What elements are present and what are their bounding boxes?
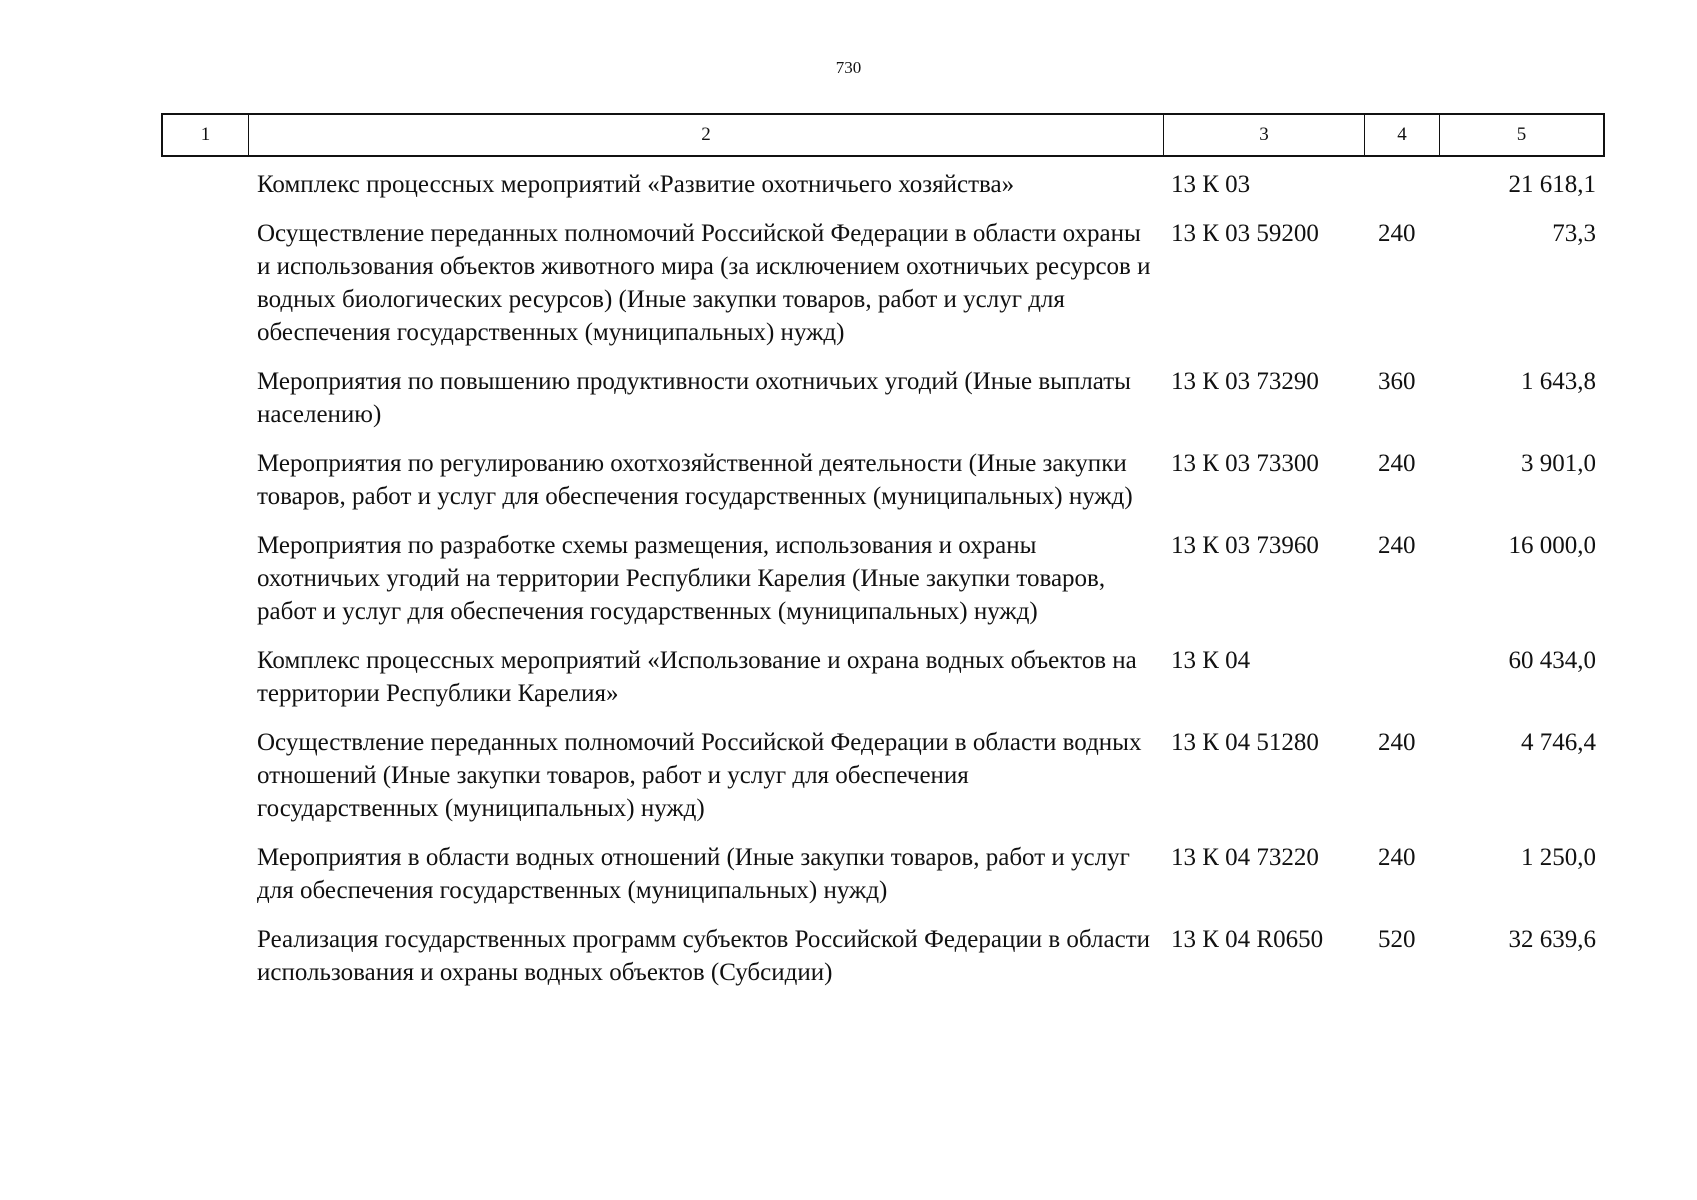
row-amount: 3 901,0 [1521, 450, 1596, 477]
row-code: 13 К 04 51280 [1171, 729, 1319, 756]
row-amount: 16 000,0 [1508, 532, 1596, 559]
row-name: Мероприятия в области водных отношений (Иные закупки товаров, работ и услуг для обеспечения государственных (муниципальных) нужд) [257, 844, 1130, 904]
row-type: 240 [1378, 844, 1416, 871]
table-header [161, 113, 1605, 157]
row-code: 13 К 03 [1171, 171, 1251, 198]
row-amount: 1 643,8 [1521, 368, 1596, 395]
row-name: Мероприятия по регулированию охотхозяйственной деятельности (Иные закупки товаров, работ и услуг для обеспечения государственных (муниципальных) нужд) [257, 450, 1133, 510]
header-col-3: 3 [1164, 115, 1365, 155]
row-name: Комплекс процессных мероприятий «Развитие охотничьего хозяйства» [257, 171, 1015, 198]
row-name: Мероприятия по разработке схемы размещения, использования и охраны охотничьих угодий на территории Республики Карелия (Иные закупки товаров, работ и услуг для обеспечения государственных (муниципальных) нужд) [257, 532, 1106, 625]
row-amount: 21 618,1 [1508, 171, 1596, 198]
page-number: 730 [835, 58, 862, 77]
row-code: 13 К 03 73290 [1171, 368, 1319, 395]
header-col-2: 2 [249, 115, 1164, 155]
table-row [161, 447, 1605, 513]
row-code: 13 К 04 73220 [1171, 844, 1319, 871]
row-code: 13 К 04 R0650 [1171, 926, 1324, 953]
row-code: 13 К 03 73300 [1171, 450, 1319, 477]
header-col-4: 4 [1365, 115, 1440, 155]
row-type: 240 [1378, 729, 1416, 756]
header-col-5: 5 [1516, 124, 1527, 145]
table-body [161, 168, 1605, 1005]
row-amount: 60 434,0 [1508, 647, 1596, 674]
row-amount: 1 250,0 [1521, 844, 1596, 871]
row-type: 240 [1378, 532, 1416, 559]
row-name: Осуществление переданных полномочий Российской Федерации в области охраны и использования объектов животного мира (за исключением охотничьих ресурсов и водных биологических ресурсов) (Иные закупки товаров, работ и услуг для обеспечения государственных (муниципальных) нужд) [257, 220, 1151, 346]
row-type: 240 [1378, 450, 1416, 477]
row-type: 520 [1378, 926, 1416, 953]
row-name: Мероприятия по повышению продуктивности охотничьих угодий (Иные выплаты населению) [257, 368, 1131, 428]
row-amount: 32 639,6 [1508, 926, 1596, 953]
table-row [161, 841, 1605, 907]
row-code: 13 К 03 73960 [1171, 532, 1319, 559]
row-name: Комплекс процессных мероприятий «Использование и охрана водных объектов на территории Республики Карелия» [257, 647, 1137, 707]
row-type: 240 [1378, 220, 1416, 247]
table-row [161, 217, 1605, 349]
table-row [161, 365, 1605, 431]
row-name: Осуществление переданных полномочий Российской Федерации в области водных отношений (Иные закупки товаров, работ и услуг для обеспечения государственных (муниципальных) нужд) [257, 729, 1142, 822]
row-amount: 73,3 [1552, 220, 1596, 247]
row-code: 13 К 04 [1171, 647, 1251, 674]
table-row [161, 168, 1605, 201]
row-name: Реализация государственных программ субъектов Российской Федерации в области использования и охраны водных объектов (Субсидии) [257, 926, 1151, 986]
row-type: 360 [1378, 368, 1416, 395]
row-amount: 4 746,4 [1521, 729, 1596, 756]
table-row [161, 529, 1605, 628]
table-row [161, 923, 1605, 989]
table-row [161, 726, 1605, 825]
row-code: 13 К 03 59200 [1171, 220, 1319, 247]
header-col-1: 1 [163, 115, 249, 155]
table-row [161, 644, 1605, 710]
